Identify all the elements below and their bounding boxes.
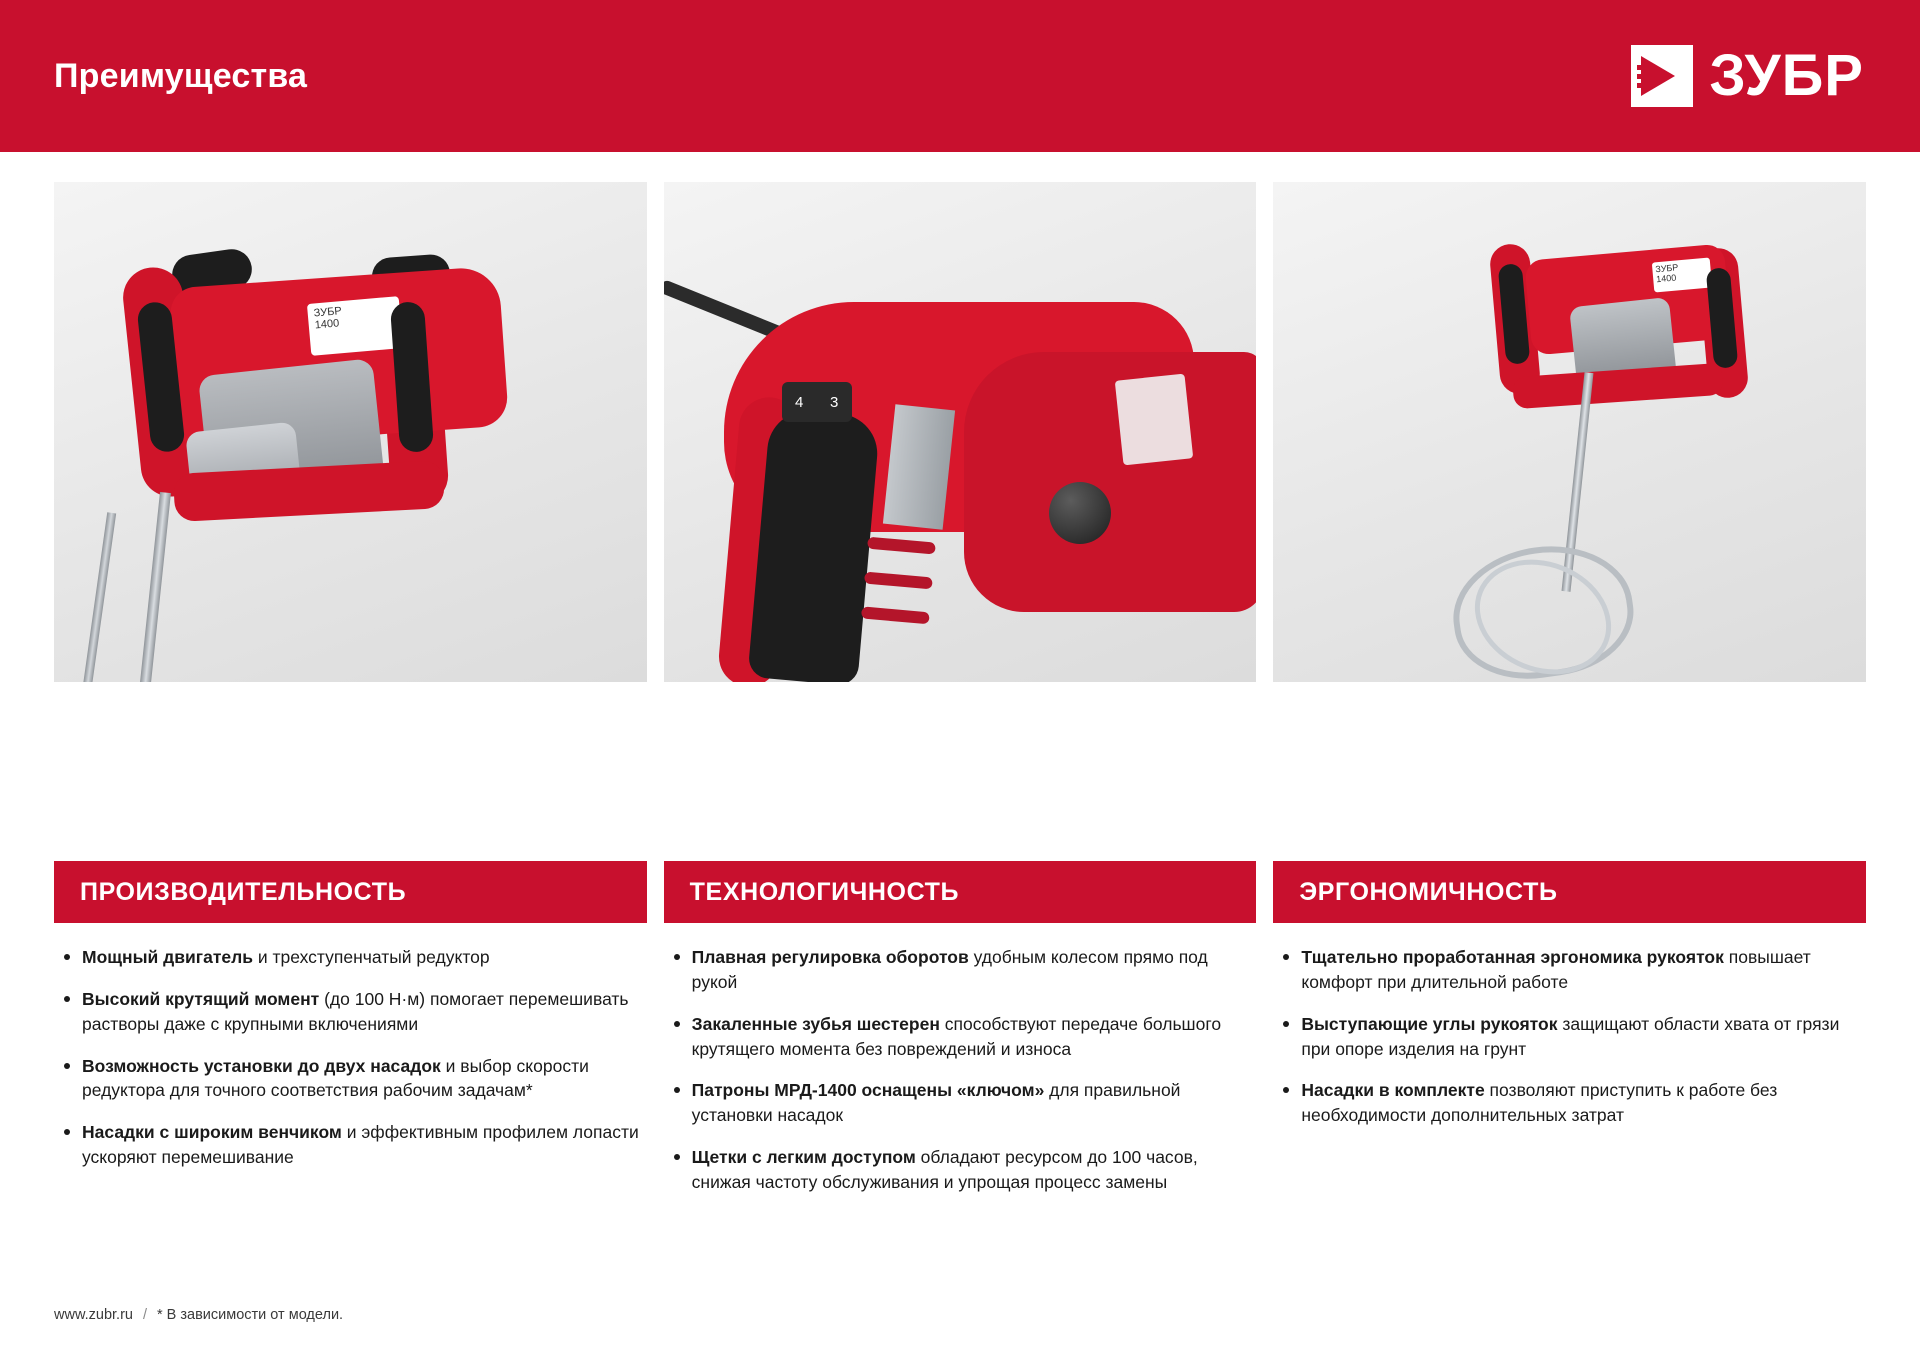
mixer-rod <box>138 492 171 682</box>
handle-grip <box>747 408 880 682</box>
rating-plate <box>1114 374 1193 466</box>
product-label-brand: ЗУБР <box>313 305 343 320</box>
list-item <box>668 945 1251 995</box>
grip-stripe-2 <box>864 572 933 590</box>
list-item <box>58 1054 641 1104</box>
brand-logo <box>1631 45 1864 107</box>
bullet-rest: защищают области хвата от грязи при опоре изделия на грунт <box>1301 1013 1840 1059</box>
bullet-rest: и трехступенчатый редуктор <box>253 947 490 967</box>
motor-housing <box>964 352 1257 612</box>
column-ergonomics <box>1273 861 1866 1212</box>
column-header <box>1273 861 1866 923</box>
bullet-bold: Тщательно проработанная эргономика рукояток <box>1301 947 1724 967</box>
bullet-rest: удобным колесом прямо под рукой <box>691 947 1208 992</box>
list-item <box>58 945 641 970</box>
bullet-bold: Закаленные зубья шестерен <box>691 1013 940 1034</box>
bullet-rest: (до 100 Н·м) помогает перемешивать растворы даже с крупными включениями <box>82 988 629 1034</box>
speed-dial-display[interactable] <box>782 382 852 422</box>
photo-strip <box>54 182 1866 682</box>
gearbox-plate <box>883 404 955 530</box>
footer-website[interactable]: www.zubr.ru <box>54 1307 133 1323</box>
bullet-rest: и выбор скорости редуктора для точного соответствия рабочим задачам* <box>82 1055 589 1101</box>
bullet-list <box>664 923 1257 1195</box>
bullet-rest: для правильной установки насадок <box>691 1080 1181 1126</box>
speed-control-knob[interactable] <box>1049 482 1111 544</box>
product-label <box>307 296 403 356</box>
list-item <box>58 987 641 1037</box>
list-item <box>668 1145 1251 1195</box>
bullet-bold: Насадки с широким венчиком <box>82 1122 342 1143</box>
bullet-list <box>1273 923 1866 1128</box>
photo-handle-closeup <box>664 182 1257 682</box>
zubr-arrow-icon <box>1631 45 1693 107</box>
speed-dial-value-1: 4 <box>795 393 804 411</box>
bullet-list <box>54 923 647 1170</box>
list-item <box>668 1078 1251 1128</box>
bullet-bold: Щетки с легким доступом <box>691 1147 916 1168</box>
column-performance <box>54 861 647 1212</box>
list-item <box>668 1012 1251 1062</box>
grip-stripe-3 <box>861 606 930 624</box>
column-title: ЭРГОНОМИЧНОСТЬ <box>1299 877 1558 906</box>
page-header <box>0 0 1920 152</box>
footer-note: * В зависимости от модели. <box>157 1307 344 1323</box>
column-header <box>664 861 1257 923</box>
bullet-rest: способствуют передаче большого крутящего момента без повреждений и износа <box>691 1013 1222 1059</box>
column-technology <box>664 861 1257 1212</box>
product-label-model: 1400 <box>314 317 340 332</box>
page-footer <box>54 1307 343 1323</box>
product-label-brand: ЗУБР <box>1655 262 1680 275</box>
photo-mixer-with-paddle <box>1273 182 1866 682</box>
bullet-bold: Мощный двигатель <box>82 947 253 967</box>
bullet-bold: Патроны МРД-1400 оснащены «ключом» <box>691 1080 1045 1101</box>
frame-bridge <box>1512 363 1724 410</box>
column-header <box>54 861 647 923</box>
bullet-rest: повышает комфорт при длительной работе <box>1301 947 1811 992</box>
mixer-rod-secondary <box>81 512 116 682</box>
advantages-columns <box>54 861 1866 1212</box>
bullet-rest: и эффективным профилем лопасти ускоряют перемешивание <box>82 1122 639 1168</box>
list-item <box>1277 945 1860 995</box>
bullet-bold: Плавная регулировка оборотов <box>691 947 969 967</box>
bullet-rest: позволяют приступить к работе без необходимости дополнительных затрат <box>1301 1080 1778 1126</box>
column-title: ТЕХНОЛОГИЧНОСТЬ <box>689 877 960 906</box>
photo-mixer-side-view <box>54 182 647 682</box>
brand-name: ЗУБР <box>1709 43 1864 108</box>
page-title: Преимущества <box>54 56 308 95</box>
list-item <box>58 1120 641 1170</box>
speed-dial-value-2: 3 <box>830 393 839 411</box>
column-title: ПРОИЗВОДИТЕЛЬНОСТЬ <box>80 877 407 906</box>
bullet-rest: обладают ресурсом до 100 часов, снижая частоту обслуживания и упрощая процесс замены <box>691 1147 1198 1192</box>
bullet-bold: Насадки в комплекте <box>1301 1080 1485 1101</box>
list-item <box>1277 1012 1860 1062</box>
bullet-bold: Высокий крутящий момент <box>82 988 320 1009</box>
grip-stripe-1 <box>867 537 936 555</box>
bullet-bold: Возможность установки до двух насадок <box>82 1055 441 1076</box>
product-label-model: 1400 <box>1656 272 1678 285</box>
product-label <box>1652 258 1712 293</box>
bullet-bold: Выступающие углы рукояток <box>1301 1013 1558 1034</box>
list-item <box>1277 1078 1860 1128</box>
footer-separator: / <box>142 1307 148 1323</box>
